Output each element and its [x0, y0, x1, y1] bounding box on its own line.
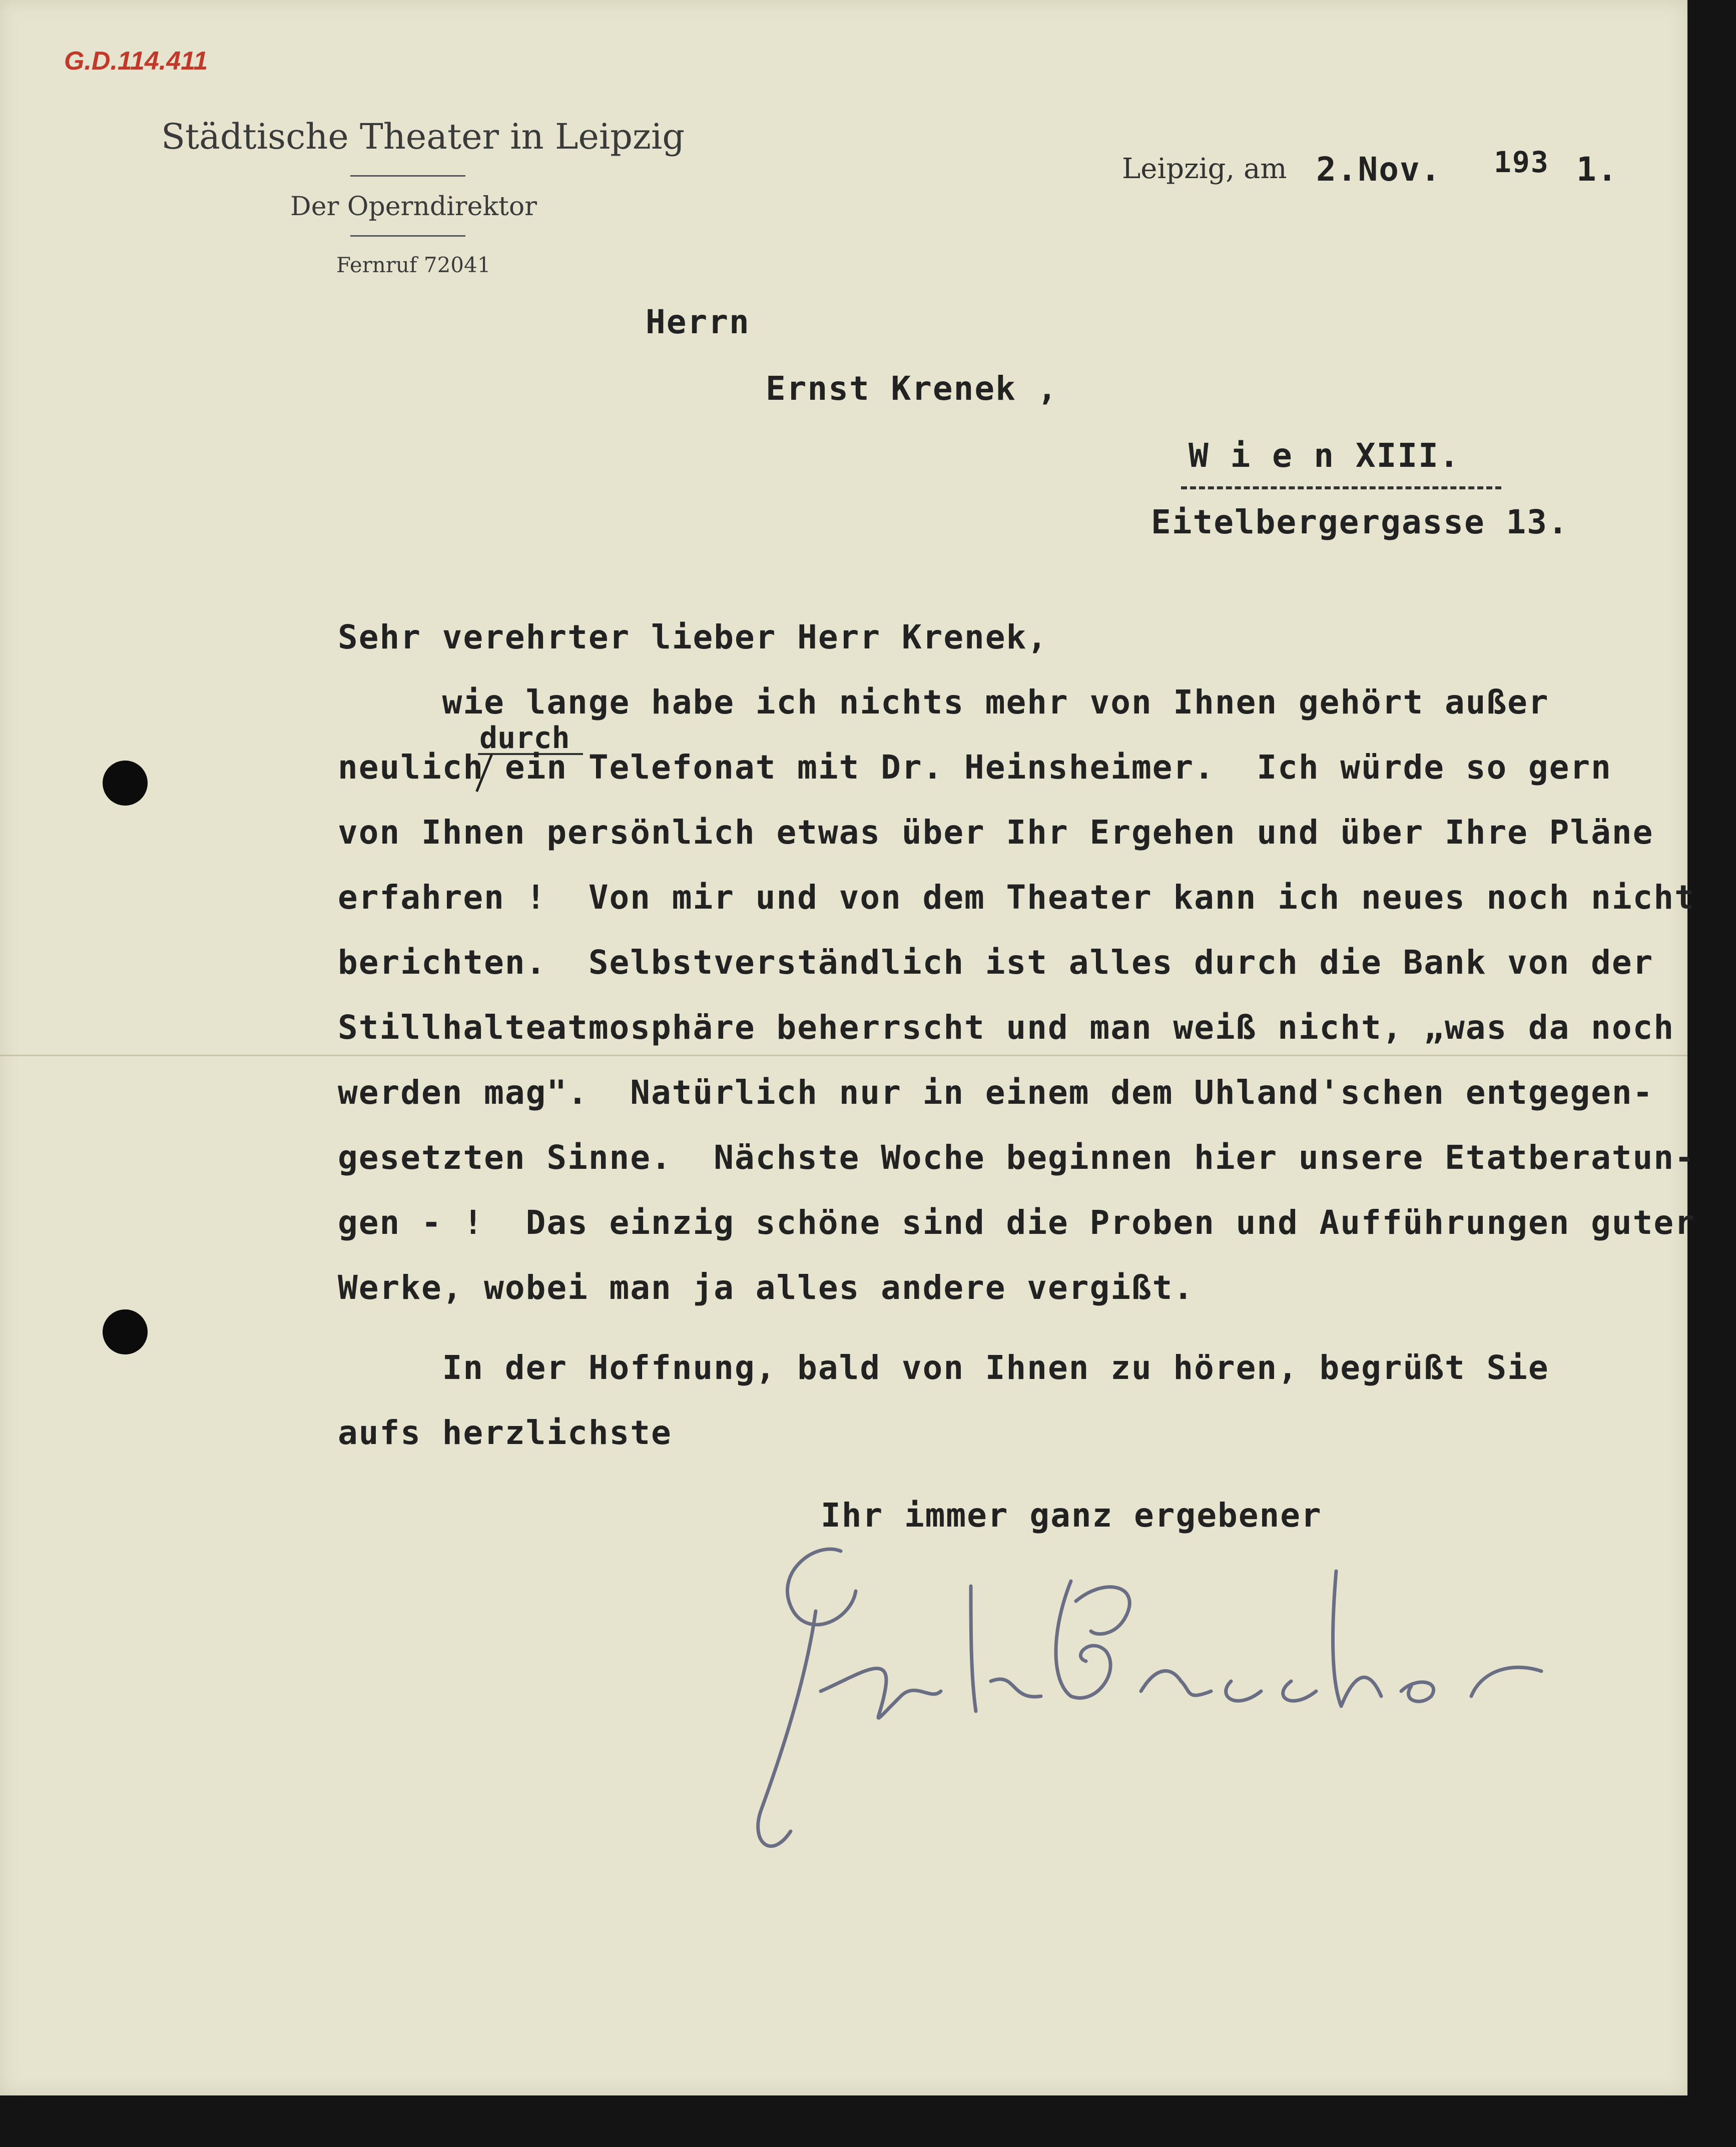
- letterhead-department: Der Operndirektor: [290, 192, 537, 222]
- handwritten-correction: durch: [479, 721, 570, 756]
- body-line: berichten. Selbstverständlich ist alles durch die Bank von der: [338, 943, 1654, 982]
- body-line: aufs herzlichste: [338, 1413, 672, 1452]
- date-year-prefix: 193: [1494, 145, 1549, 179]
- recipient-city-underline: [1181, 486, 1501, 489]
- recipient-name: Ernst Krenek ,: [766, 369, 1058, 408]
- greeting: Sehr verehrter lieber Herr Krenek,: [338, 618, 1048, 656]
- body-line: gesetzten Sinne. Nächste Woche beginnen hier unsere Etatberatun-: [338, 1138, 1695, 1177]
- signature-image: [691, 1531, 1591, 1881]
- body-line: von Ihnen persönlich etwas über Ihr Ergehen und über Ihre Pläne: [338, 813, 1654, 852]
- recipient-city: W i e n XIII.: [1189, 436, 1460, 475]
- date-year-suffix: 1.: [1576, 150, 1618, 189]
- letterhead-rule: [350, 235, 465, 237]
- body-line: wie lange habe ich nichts mehr von Ihnen gehört außer: [338, 683, 1549, 722]
- date-day-month: 2.Nov.: [1316, 150, 1442, 189]
- body-line: werden mag". Natürlich nur in einem dem Uhland'schen entgegen-: [338, 1073, 1654, 1112]
- body-line: erfahren ! Von mir und von dem Theater kann ich neues noch nicht: [338, 878, 1695, 917]
- body-line: Stillhalteatmosphäre beherrscht und man weiß nicht, „was da noch: [338, 1008, 1675, 1047]
- letterhead-phone: Fernruf 72041: [336, 253, 491, 277]
- closing: Ihr immer ganz ergebener: [821, 1496, 1322, 1535]
- body-line: Werke, wobei man ja alles andere vergißt.: [338, 1268, 1195, 1307]
- paper-fold-line: [0, 1055, 1687, 1056]
- body-line: gen - ! Das einzig schöne sind die Proben und Aufführungen guter: [338, 1203, 1695, 1242]
- recipient-salutation: Herrn: [646, 303, 750, 341]
- recipient-street: Eitelbergergasse 13.: [1151, 503, 1569, 541]
- date-place: Leipzig, am: [1122, 153, 1287, 185]
- punch-hole: [103, 1309, 148, 1354]
- punch-hole: [103, 761, 148, 806]
- body-line: neulich ein Telefonat mit Dr. Heinsheimer. Ich würde so gern: [338, 748, 1612, 787]
- letterhead-rule: [350, 175, 465, 177]
- letterhead-organization: Städtische Theater in Leipzig: [161, 116, 685, 157]
- body-line: In der Hoffnung, bald von Ihnen zu hören, begrüßt Sie: [338, 1348, 1549, 1387]
- archive-number: G.D.114.411: [64, 47, 208, 76]
